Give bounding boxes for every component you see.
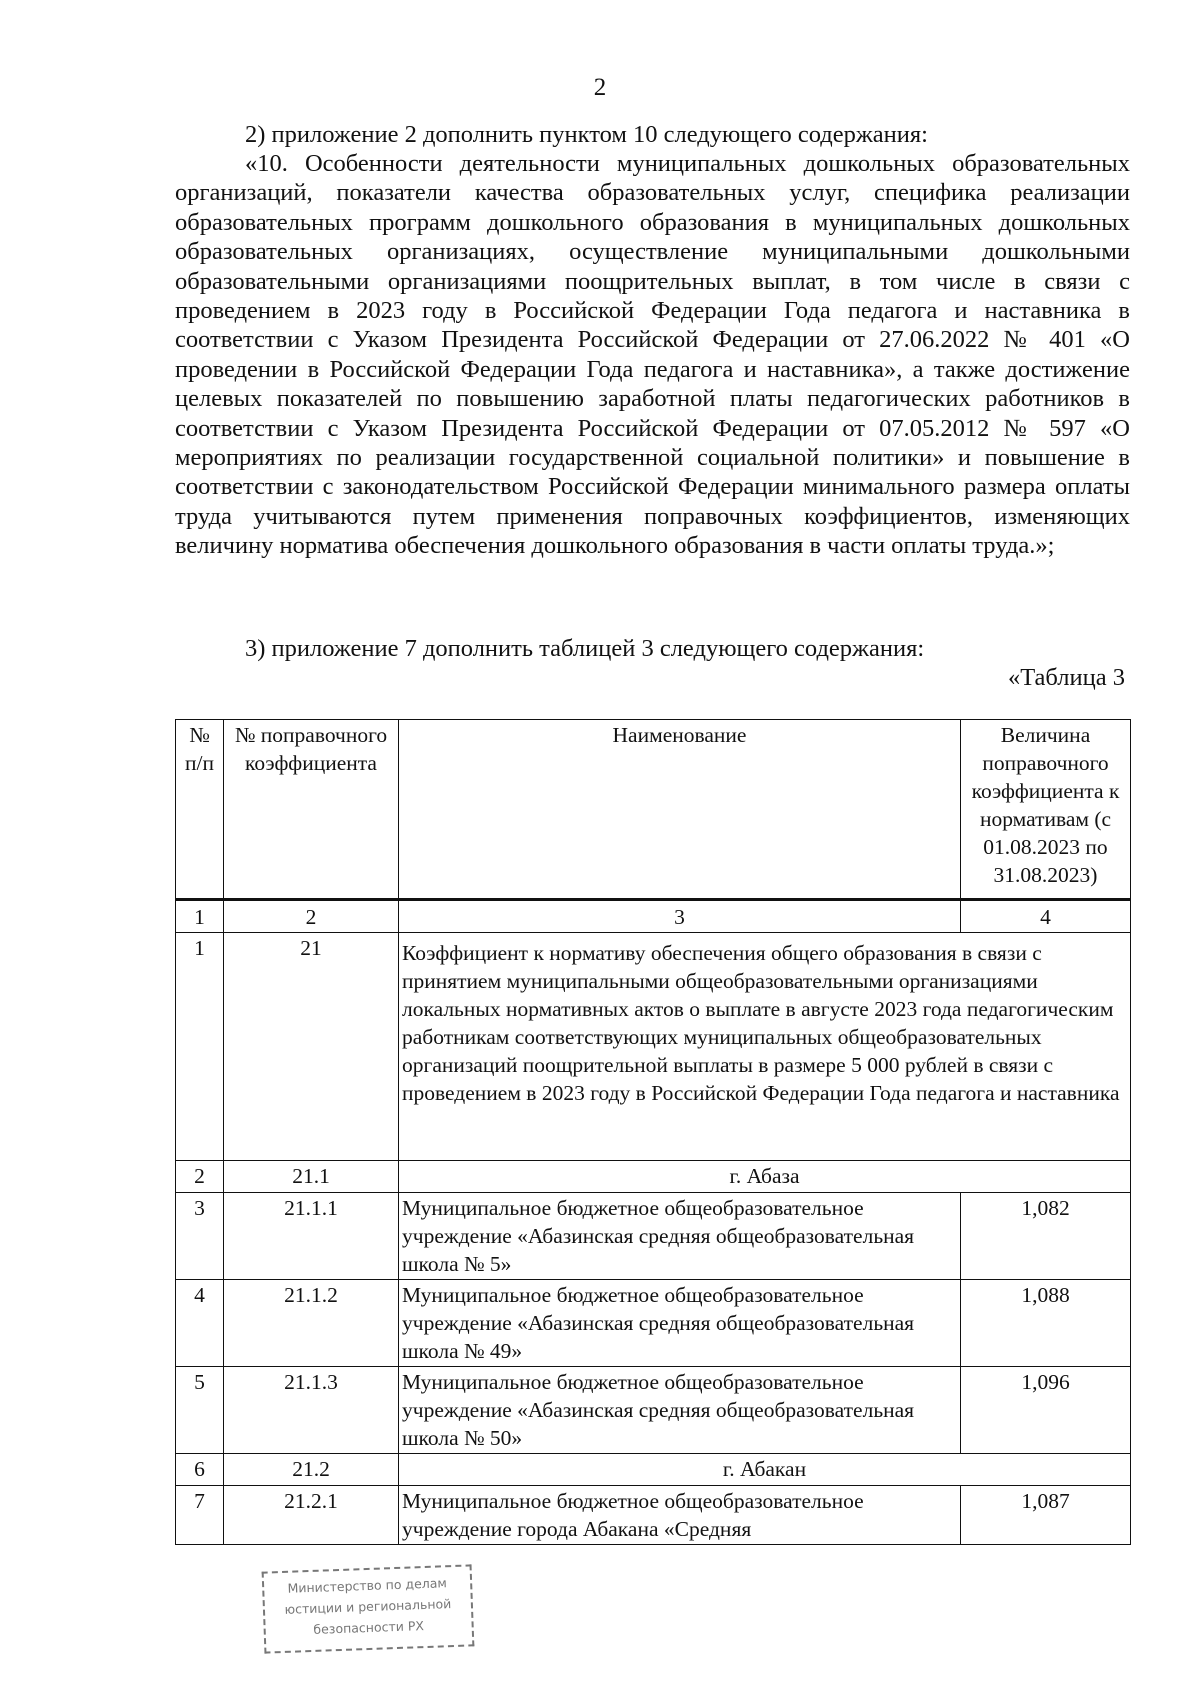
table-row [176,1193,1131,1280]
column-numbers-row [176,900,1131,933]
column-number: 2 [224,900,399,933]
paragraph-point-10: «10. Особенности деятельности муниципальных дошкольных образовательных организаций, показатели качества образовательных услуг, специфика реализации образовательных программ дошкольного образования в муниципальных дошкольных образовательных организациях, осуществление муниципальными дошкольными образовательными организациями поощрительных выплат, в том числе в связи с проведением в 2023 году в Российской Федерации Года педагога и наставника в соответствии с Указом Президента Российской Федерации от 27.06.2022 № 401 «О проведении в Российской Федерации Года педагога и наставника», а также достижение целевых показателей по повышению заработной платы педагогических работников в соответствии с Указом Президента Российской Федерации от 07.05.2012 № 597 «О мероприятиях по реализации государственной социальной политики» и повышение в соответствии с законодательством Российской Федерации минимального размера оплаты труда учитываются путем применения поправочных коэффициентов, изменяющих величину норматива обеспечения дошкольного образования в части оплаты труда.»; [175,150,1130,560]
header-coefficient-number: № поправочного коэффициента [224,720,399,900]
row-code: 21.2.1 [224,1486,399,1545]
row-number: 4 [176,1280,224,1367]
row-number: 3 [176,1193,224,1280]
header-name: Наименование [399,720,961,900]
row-value: 1,087 [961,1486,1131,1545]
stamp-line: юстиции и региональной [284,1596,452,1617]
table-row [176,1161,1131,1193]
paragraph-item-3: 3) приложение 7 дополнить таблицей 3 следующего содержания: [245,635,925,662]
table-row [176,1280,1131,1367]
table-header-row [176,720,1131,900]
row-code: 21 [224,933,399,1161]
row-number: 6 [176,1454,224,1486]
row-name: Муниципальное бюджетное общеобразовательное учреждение «Абазинская средняя общеобразовательная школа № 5» [399,1193,961,1280]
row-code: 21.1 [224,1161,399,1193]
row-city: г. Абаза [399,1161,1131,1193]
table-row [176,1454,1131,1486]
column-number: 3 [399,900,961,933]
column-number: 4 [961,900,1131,933]
row-code: 21.1.2 [224,1280,399,1367]
coefficients-table [175,719,1131,1545]
row-number: 1 [176,933,224,1161]
stamp-line: Министерство по делам [287,1575,448,1596]
stamp-line: безопасности РХ [313,1618,425,1637]
row-number: 2 [176,1161,224,1193]
header-number: № п/п [176,720,224,900]
row-value: 1,096 [961,1367,1131,1454]
row-code: 21.1.1 [224,1193,399,1280]
row-number: 7 [176,1486,224,1545]
ministry-stamp [262,1564,475,1653]
header-coefficient-value: Величина поправочного коэффициента к нормативам (с 01.08.2023 по 31.08.2023) [961,720,1131,900]
row-city: г. Абакан [399,1454,1131,1486]
row-number: 5 [176,1367,224,1454]
paragraph-item-2: 2) приложение 2 дополнить пунктом 10 следующего содержания: [245,121,928,148]
table-row [176,933,1131,1161]
table-row [176,1486,1131,1545]
row-code: 21.1.3 [224,1367,399,1454]
page-number: 2 [593,74,607,101]
row-value: 1,082 [961,1193,1131,1280]
column-number: 1 [176,900,224,933]
row-code: 21.2 [224,1454,399,1486]
row-value: 1,088 [961,1280,1131,1367]
row-name: Муниципальное бюджетное общеобразовательное учреждение «Абазинская средняя общеобразовательная школа № 49» [399,1280,961,1367]
row-name: Муниципальное бюджетное общеобразовательное учреждение «Абазинская средняя общеобразовательная школа № 50» [399,1367,961,1454]
table-row [176,1367,1131,1454]
row-name: Коэффициент к нормативу обеспечения общего образования в связи с принятием муниципальными общеобразовательными организациями локальных нормативных актов о выплате в августе 2023 года педагогическим работникам соответствующих муниципальных общеобразовательных организаций поощрительной выплаты в размере 5 000 рублей в связи с проведением в 2023 году в Российской Федерации Года педагога и наставника [399,933,1131,1161]
table-caption: «Таблица 3 [1007,664,1125,691]
row-name: Муниципальное бюджетное общеобразовательное учреждение города Абакана «Средняя [399,1486,961,1545]
